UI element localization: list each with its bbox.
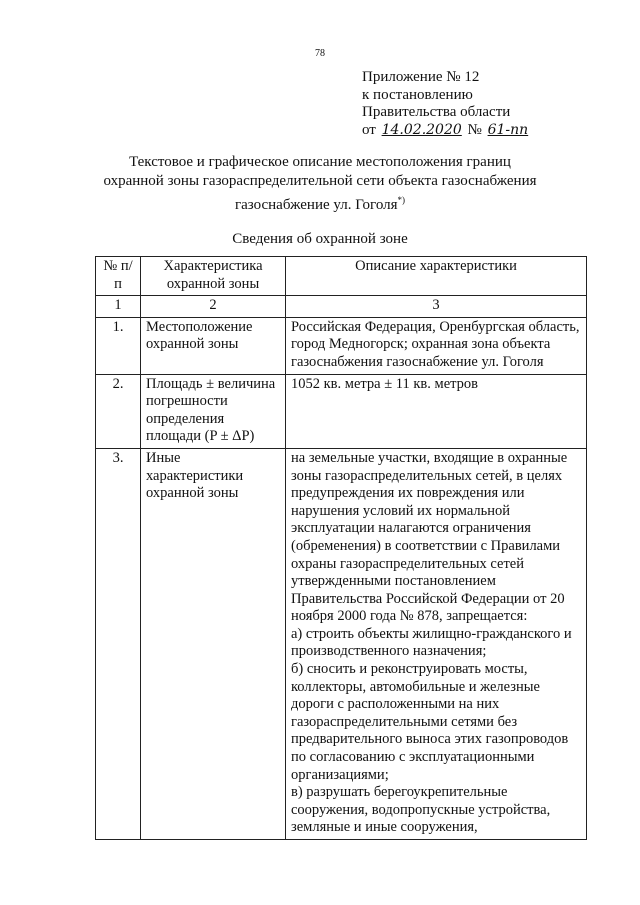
appendix-line-2: к постановлению bbox=[362, 86, 473, 103]
row-num: 1. bbox=[96, 317, 141, 374]
col-number-1: 1 bbox=[96, 296, 141, 318]
page-number: 78 bbox=[315, 48, 325, 59]
title-line-2: охранной зоны газораспределительной сети объекта газоснабжения bbox=[103, 173, 537, 189]
restrictions-intro: на земельные участки, входящие в охранные зоны газораспределительных сетей, в целях предупреждения их повреждения или нарушения условий их нормальной эксплуатации налагаются ограничения (обременения) в соответствии с Правилами охраны газораспределительных сетей утвержденными постановлением Правительства Российской Федерации от 20 ноября 2000 года № 878, запрещается: bbox=[291, 449, 568, 625]
restriction-item-a: а) строить объекты жилищно-гражданского и производственного назначения; bbox=[291, 625, 572, 660]
col-number-2: 2 bbox=[141, 296, 286, 318]
appendix-date-line bbox=[362, 122, 530, 140]
number-prefix: № bbox=[467, 121, 482, 138]
row-description: 1052 кв. метра ± 11 кв. метров bbox=[286, 374, 587, 448]
title-line-1: Текстовое и графическое описание местоположения границ bbox=[129, 154, 511, 170]
date-prefix: от bbox=[362, 121, 376, 138]
row-characteristic: Местоположение охранной зоны bbox=[141, 317, 286, 374]
row-description: Российская Федерация, Оренбургская область, город Медногорск; охранная зона объекта газоснабжения газоснабжение ул. Гоголя bbox=[286, 317, 587, 374]
header-characteristic: Характеристика охранной зоны bbox=[141, 257, 286, 296]
table-row bbox=[96, 374, 587, 448]
column-number-row bbox=[96, 296, 587, 318]
table-row bbox=[96, 448, 587, 839]
appendix-block bbox=[362, 69, 530, 139]
table-header-row bbox=[96, 257, 587, 296]
row-num: 2. bbox=[96, 374, 141, 448]
section-heading: Сведения об охранной зоне bbox=[232, 231, 408, 247]
protection-zone-table bbox=[95, 256, 587, 840]
handwritten-number: 61-пп bbox=[487, 121, 529, 138]
header-description: Описание характеристики bbox=[286, 257, 587, 296]
row-description bbox=[286, 448, 587, 839]
appendix-line-3: Правительства области bbox=[362, 104, 511, 120]
appendix-line-1: Приложение № 12 bbox=[362, 69, 480, 85]
row-characteristic: Иные характеристики охранной зоны bbox=[141, 448, 286, 839]
restriction-item-c: в) разрушать берегоукрепительные сооружения, водопропускные устройства, земляные и иные сооружения, bbox=[291, 784, 551, 836]
document-title bbox=[80, 153, 560, 215]
header-num: № п/п bbox=[96, 257, 141, 296]
col-number-3: 3 bbox=[286, 296, 587, 318]
row-characteristic: Площадь ± величина погрешности определения площади (P ± ΔP) bbox=[141, 374, 286, 448]
restriction-item-b: б) сносить и реконструировать мосты, коллекторы, автомобильные и железные дороги с расположенными на них газораспределительными сетями без предварительного выноса этих газопроводов по согласованию с эксплуатационными организациями; bbox=[291, 661, 569, 783]
table-row bbox=[96, 317, 587, 374]
title-line-3: газоснабжение ул. Гоголя*) bbox=[234, 195, 406, 213]
row-num: 3. bbox=[96, 448, 141, 839]
footnote-mark: *) bbox=[397, 195, 406, 205]
handwritten-date: 14.02.2020 bbox=[381, 121, 462, 138]
